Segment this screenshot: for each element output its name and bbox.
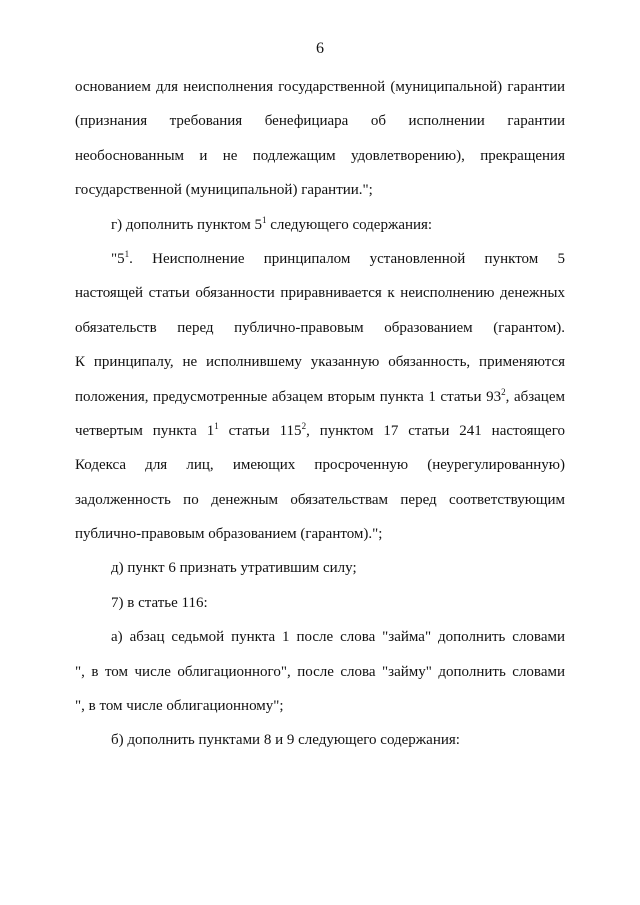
paragraph-1-line-1: основанием для неисполнения государственной (муниципальной) гарантии — [75, 79, 565, 95]
paragraph-1-line-3: необоснованным и не подлежащим удовлетворению), прекращения — [75, 147, 565, 164]
paragraph-1-line-4: государственной (муниципальной) гарантии."; — [75, 182, 373, 199]
document-body — [75, 70, 565, 758]
quote-line-6-superscript-2: 2 — [301, 420, 307, 431]
quote-line-1-a: "5 — [111, 250, 125, 267]
quote-line-1 — [75, 242, 565, 276]
quote-line-6 — [75, 414, 565, 448]
quote-line-9: публично-правовым образованием (гарантом)."; — [75, 526, 383, 543]
item-7: 7) в статье 116: — [111, 594, 208, 611]
quote-line-7: Кодекса для лиц, имеющих просроченную (неурегулированную) — [75, 457, 565, 474]
quote-line-6-b: статьи 115 — [218, 422, 302, 439]
item-g-text-before: г) дополнить пунктом 5 — [111, 216, 263, 233]
item-a-line-1: а) абзац седьмой пункта 1 после слова "займа" дополнить словами — [111, 629, 565, 646]
item-a-line-3: ", в том числе облигационному"; — [75, 698, 284, 715]
item-a-line-2: ", в том числе облигационного", после слова "займу" дополнить словами — [75, 663, 565, 680]
quote-line-5-a: положения, предусмотренные абзацем вторым пункта 1 статьи 93 — [75, 388, 502, 405]
quote-line-6-c: , пунктом 17 статьи 241 настоящего — [306, 422, 565, 439]
quote-line-3: обязательств перед публично-правовым образованием (гарантом). — [75, 319, 565, 336]
quote-line-5 — [75, 380, 565, 414]
quote-line-1-b: . Неисполнение принципалом установленной пунктом 5 — [129, 250, 565, 267]
page-number: 6 — [316, 40, 324, 57]
item-g — [75, 208, 565, 242]
item-d: д) пункт 6 признать утратившим силу; — [111, 560, 357, 577]
item-g-superscript: 1 — [262, 214, 267, 225]
quote-line-1-superscript: 1 — [124, 248, 130, 259]
item-g-text-after: следующего содержания: — [266, 216, 433, 233]
quote-line-5-b: , абзацем — [505, 388, 565, 405]
quote-line-6-a: четвертым пункта 1 — [75, 422, 215, 439]
quote-line-4: К принципалу, не исполнившему указанную обязанность, применяются — [75, 354, 565, 371]
quote-line-8: задолженность по денежным обязательствам перед соответствующим — [75, 491, 565, 508]
paragraph-1-line-2: (признания требования бенефициара об исполнении гарантии — [75, 113, 565, 130]
quote-line-5-superscript: 2 — [501, 386, 506, 397]
quote-line-2: настоящей статьи обязанности приравнивается к неисполнению денежных — [75, 285, 565, 302]
quote-line-6-superscript-1: 1 — [214, 420, 219, 431]
item-b: б) дополнить пунктами 8 и 9 следующего содержания: — [111, 732, 460, 749]
